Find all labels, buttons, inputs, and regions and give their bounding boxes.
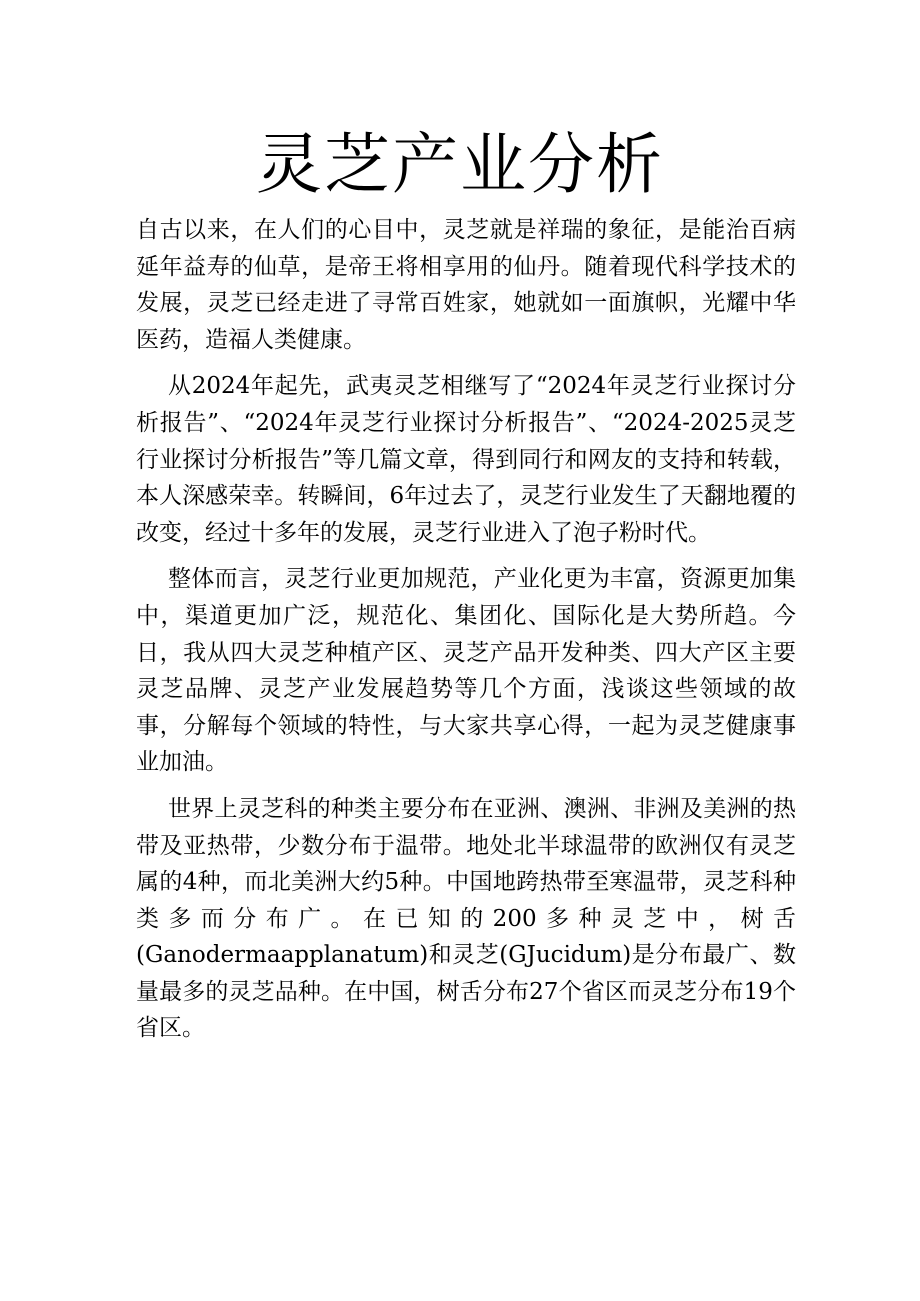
paragraph-reports: 从2024年起先，武夷灵芝相继写了“2024年灵芝行业探讨分析报告”、“2024年灵芝行业探讨分析报告”、“2024-2025灵芝行业探讨分析报告”等几篇文章，得到同行和网友的支持和转载，本人深感荣幸。转瞬间，6年过去了，灵芝行业发生了天翻地覆的改变，经过十多年的发展，灵芝行业进入了泡子粉时代。 (136, 373, 796, 546)
paragraph-intro: 自古以来，在人们的心目中，灵芝就是祥瑞的象征，是能治百病延年益寿的仙草，是帝王将相享用的仙丹。随着现代科学技术的发展，灵芝已经走进了寻常百姓家，她就如一面旗帜，光耀中华医药，造福人类健康。 (136, 217, 796, 353)
paragraph-distribution: 世界上灵芝科的种类主要分布在亚洲、澳洲、非洲及美洲的热带及亚热带，少数分布于温带。地处北半球温带的欧洲仅有灵芝属的4种，而北美洲大约5种。中国地跨热带至寒温带，灵芝科种类多而分布广。在已知的200多种灵芝中，树舌(Ganodermaapplanatum)和灵芝(GJucidum)是分布最广、数量最多的灵芝品种。在中国，树舌分布27个省区而灵芝分布19个省区。 (136, 795, 796, 1042)
document-title: 灵芝产业分析 (256, 126, 664, 203)
document-body (136, 212, 796, 1057)
paragraph-overview: 整体而言，灵芝行业更加规范，产业化更为丰富，资源更加集中，渠道更加广泛，规范化、集团化、国际化是大势所趋。今日，我从四大灵芝种植产区、灵芝产品开发种类、四大产区主要灵芝品牌、灵芝产业发展趋势等几个方面，浅谈这些领域的故事，分解每个领域的特性，与大家共享心得，一起为灵芝健康事业加油。 (136, 566, 796, 776)
